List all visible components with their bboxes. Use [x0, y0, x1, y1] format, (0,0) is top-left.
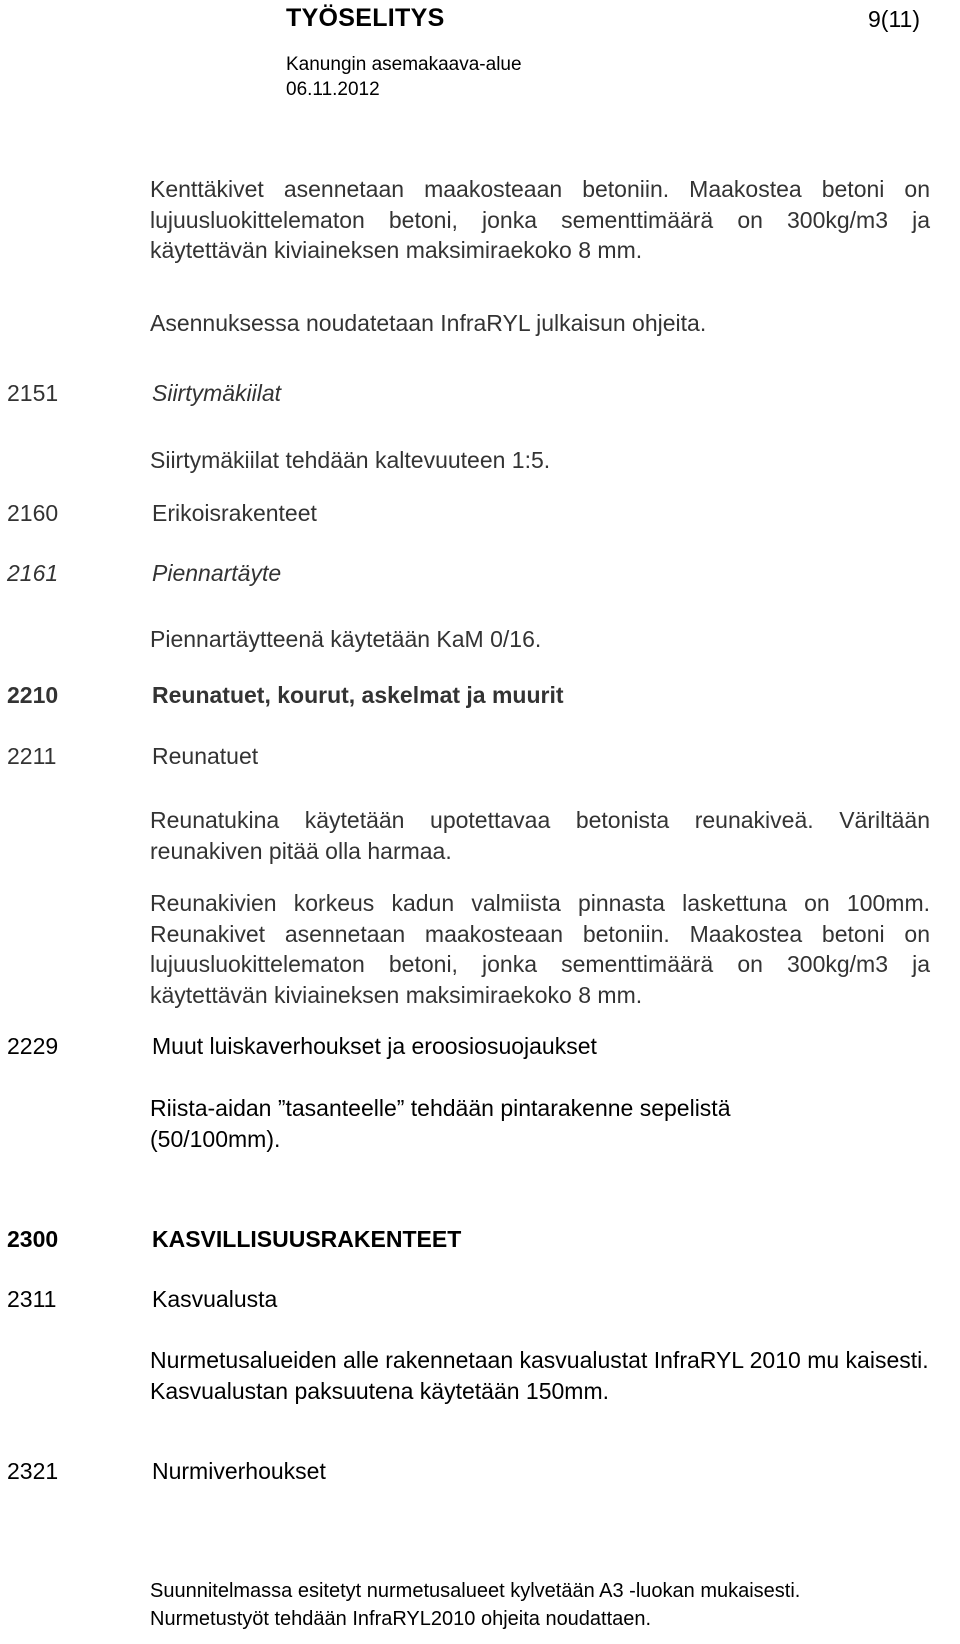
section-title-2160: Erikoisrakenteet: [152, 500, 317, 526]
section-number-2229: 2229: [7, 1033, 59, 1059]
paragraph-2151: Siirtymäkiilat tehdään kaltevuuteen 1:5.: [150, 447, 551, 473]
paragraph-2211-color: Reunatukina käytetään upotettavaa betonista reunakiveä. Väriltään reunakiven pitää olla harmaa.: [150, 807, 930, 864]
section-title-2300: KASVILLISUUSRAKENTEET: [152, 1226, 462, 1252]
section-title-2161: Piennartäyte: [152, 560, 282, 586]
document-date: 06.11.2012: [286, 79, 380, 100]
document-title: TYÖSELITYS: [286, 4, 445, 32]
section-title-2311: Kasvualusta: [152, 1286, 278, 1312]
section-title-2229: Muut luiskaverhoukset ja eroosiosuojaukset: [152, 1033, 597, 1059]
section-title-2211: Reunatuet: [152, 743, 259, 769]
section-title-2321: Nurmiverhoukset: [152, 1458, 326, 1484]
section-title-2151: Siirtymäkiilat: [152, 380, 282, 406]
project-name: Kanungin asemakaava-alue: [286, 54, 522, 75]
paragraph-2211-height: Reunakivien korkeus kadun valmiista pinnasta laskettuna on 100mm. Reunakivet asennetaan maakosteaan betoniin. Maakostea betoni on lujuusluokittelematon betoni, jonka sementtimäärä on 300kg/m3 ja käytettävän kiviaineksen maksimiraekoko 8 mm.: [150, 890, 930, 1008]
section-number-2151: 2151: [7, 380, 59, 406]
paragraph-2229: Riista-aidan ”tasanteelle” tehdään pintarakenne sepelistä (50/100mm).: [150, 1095, 731, 1152]
section-title-2210: Reunatuet, kourut, askelmat ja muurit: [152, 682, 564, 708]
section-number-2160: 2160: [7, 500, 59, 526]
section-number-2311: 2311: [7, 1286, 57, 1312]
section-number-2321: 2321: [7, 1458, 59, 1484]
paragraph-2161: Piennartäytteenä käytetään KaM 0/16.: [150, 626, 542, 652]
section-number-2300: 2300: [7, 1226, 59, 1252]
section-number-2210: 2210: [7, 682, 59, 708]
section-number-2211: 2211: [7, 743, 57, 769]
paragraph-2321-line2: Nurmetustyöt tehdään InfraRYL2010 ohjeita noudattaen.: [150, 1608, 652, 1630]
page-number: 9(11): [868, 6, 920, 32]
section-number-2161: 2161: [7, 560, 59, 586]
paragraph-2311: Nurmetusalueiden alle rakennetaan kasvualustat InfraRYL 2010 mu kaisesti. Kasvualustan paksuutena käytetään 150mm.: [150, 1347, 929, 1404]
paragraph-asennus: Asennuksessa noudatetaan InfraRYL julkaisun ohjeita.: [150, 310, 707, 336]
paragraph-kenttakivet: Kenttäkivet asennetaan maakosteaan betoniin. Maakostea betoni on lujuusluokittelematon betoni, jonka sementtimäärä on 300kg/m3 ja käytettävän kiviaineksen maksimiraekoko 8 mm.: [150, 176, 930, 263]
paragraph-2321-line1: Suunnitelmassa esitetyt nurmetusalueet kylvetään A3 -luokan mukaisesti.: [150, 1580, 801, 1602]
